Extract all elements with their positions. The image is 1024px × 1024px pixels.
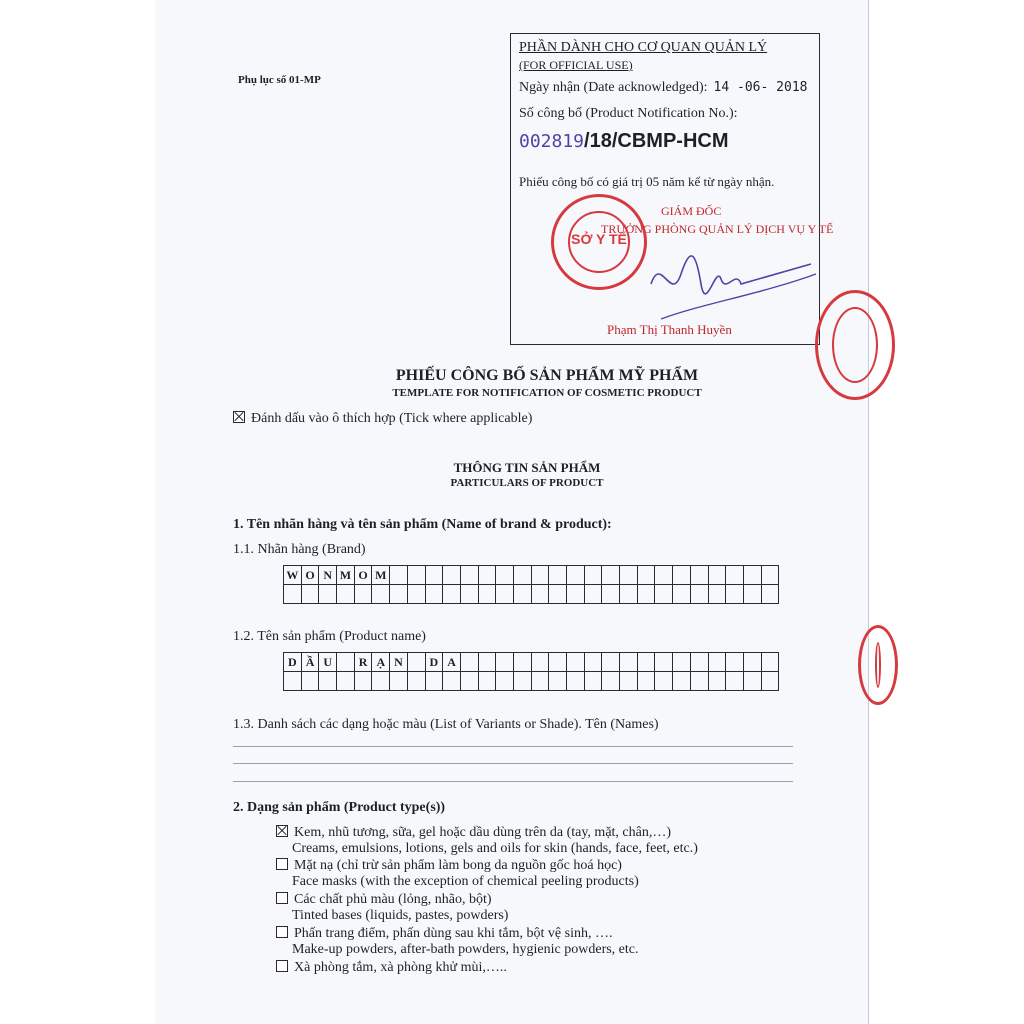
- grid-cell: [761, 566, 779, 585]
- grid-cell: [602, 653, 620, 672]
- blank-line: [233, 746, 793, 747]
- notification-number-handwritten: 002819: [519, 131, 585, 152]
- grid-cell: [284, 585, 302, 604]
- grid-cell: [443, 585, 461, 604]
- grid-cell: [319, 585, 337, 604]
- grid-cell: [584, 585, 602, 604]
- grid-row: [284, 672, 779, 691]
- grid-cell: [372, 585, 390, 604]
- notification-number-suffix: /18/CBMP-HCM: [584, 130, 729, 152]
- grid-cell: [301, 585, 319, 604]
- grid-cell: [549, 566, 567, 585]
- grid-cell: [425, 672, 443, 691]
- grid-cell: [708, 653, 726, 672]
- grid-cell: [460, 585, 478, 604]
- product-type-label-en: Face masks (with the exception of chemical peeling products): [292, 874, 639, 889]
- product-type-label-en: Make-up powders, after-bath powders, hygienic powders, etc.: [292, 942, 639, 957]
- grid-cell: [301, 672, 319, 691]
- grid-cell: [443, 566, 461, 585]
- grid-cell: [531, 672, 549, 691]
- grid-cell: Ạ: [372, 653, 390, 672]
- grid-cell: [407, 585, 425, 604]
- grid-cell: [513, 653, 531, 672]
- grid-cell: D: [284, 653, 302, 672]
- grid-cell: [337, 653, 355, 672]
- grid-cell: [620, 672, 638, 691]
- grid-cell: [584, 566, 602, 585]
- grid-cell: [708, 585, 726, 604]
- section-title: THÔNG TIN SẢN PHẨM: [453, 460, 601, 475]
- office-title: TRƯỞNG PHÒNG QUẢN LÝ DỊCH VỤ Y TẾ: [601, 222, 834, 236]
- grid-cell: [726, 566, 744, 585]
- form-title: PHIẾU CÔNG BỐ SẢN PHẨM MỸ PHẨM: [395, 367, 699, 384]
- grid-cell: N: [390, 653, 408, 672]
- grid-cell: [425, 566, 443, 585]
- section-title-en: PARTICULARS OF PRODUCT: [450, 477, 604, 489]
- annex-label: Phụ lục số 01-MP: [238, 74, 321, 86]
- grid-cell: [478, 653, 496, 672]
- grid-cell: [584, 653, 602, 672]
- grid-cell: [372, 672, 390, 691]
- grid-cell: [726, 585, 744, 604]
- grid-cell: M: [337, 566, 355, 585]
- grid-cell: [673, 653, 691, 672]
- edge-stamp-icon: [858, 625, 898, 705]
- product-type-label-en: Creams, emulsions, lotions, gels and oils for skin (hands, face, feet, etc.): [292, 841, 698, 856]
- grid-cell: [673, 585, 691, 604]
- grid-cell: [425, 585, 443, 604]
- grid-cell: [531, 585, 549, 604]
- grid-cell: [743, 566, 761, 585]
- grid-row: [284, 585, 779, 604]
- grid-cell: [390, 672, 408, 691]
- product-type-label-vi: Mặt nạ (chỉ trừ sản phẩm làm bong da nguồn gốc hoá học): [294, 858, 622, 873]
- grid-cell: O: [301, 566, 319, 585]
- grid-cell: [743, 653, 761, 672]
- grid-cell: [673, 672, 691, 691]
- product-type-option[interactable]: [276, 825, 698, 857]
- notification-number-label: Số công bố (Product Notification No.):: [519, 106, 738, 121]
- signer-name: Phạm Thị Thanh Huyền: [607, 322, 732, 337]
- tick-instruction-text: Đánh dấu vào ô thích hợp (Tick where applicable): [251, 411, 533, 426]
- date-label: Ngày nhận (Date acknowledged):: [519, 80, 708, 95]
- grid-cell: [602, 672, 620, 691]
- grid-cell: [761, 672, 779, 691]
- grid-cell: [496, 653, 514, 672]
- stamp-text: SỞ Y TẾ: [571, 231, 627, 247]
- product-type-label-en: Tinted bases (liquids, pastes, powders): [292, 908, 509, 923]
- validity-note: Phiếu công bố có giá trị 05 năm kể từ ngày nhận.: [519, 174, 775, 189]
- grid-cell: [637, 585, 655, 604]
- checkbox-checked-icon[interactable]: [276, 825, 288, 837]
- checkbox-checked-icon: [233, 411, 245, 423]
- blank-line: [233, 781, 793, 782]
- grid-cell: [708, 566, 726, 585]
- variants-label: 1.3. Danh sách các dạng hoặc màu (List of Variants or Shade). Tên (Names): [233, 717, 659, 732]
- grid-cell: [531, 653, 549, 672]
- grid-cell: [602, 566, 620, 585]
- grid-cell: [673, 566, 691, 585]
- grid-cell: [708, 672, 726, 691]
- official-title: PHẦN DÀNH CHO CƠ QUAN QUẢN LÝ: [519, 40, 768, 55]
- grid-cell: [620, 653, 638, 672]
- product-type-label-vi: Kem, nhũ tương, sữa, gel hoặc dầu dùng trên da (tay, mặt, chân,…): [294, 825, 672, 840]
- blank-line: [233, 763, 793, 764]
- grid-cell: [407, 566, 425, 585]
- form-title-en: TEMPLATE FOR NOTIFICATION OF COSMETIC PRODUCT: [392, 387, 702, 399]
- official-subtitle: (FOR OFFICIAL USE): [519, 58, 633, 72]
- grid-cell: [531, 566, 549, 585]
- official-stamp: [551, 194, 647, 290]
- director-title: GIÁM ĐỐC: [661, 204, 722, 218]
- grid-cell: [690, 653, 708, 672]
- product-name-grid: [283, 652, 779, 691]
- grid-cell: [549, 653, 567, 672]
- grid-cell: [354, 585, 372, 604]
- grid-cell: [496, 672, 514, 691]
- grid-cell: [460, 653, 478, 672]
- grid-cell: [726, 653, 744, 672]
- grid-row: [284, 566, 779, 585]
- grid-cell: [761, 653, 779, 672]
- grid-cell: [690, 585, 708, 604]
- checkbox-icon[interactable]: [276, 892, 288, 904]
- checkbox-icon[interactable]: [276, 926, 288, 938]
- grid-cell: [443, 672, 461, 691]
- grid-cell: [655, 585, 673, 604]
- grid-cell: D: [425, 653, 443, 672]
- grid-cell: [620, 585, 638, 604]
- grid-cell: [726, 672, 744, 691]
- grid-cell: [567, 585, 585, 604]
- grid-cell: [337, 672, 355, 691]
- grid-cell: [496, 566, 514, 585]
- grid-cell: [513, 672, 531, 691]
- grid-cell: O: [354, 566, 372, 585]
- signature-icon: [641, 224, 821, 334]
- grid-cell: Ầ: [301, 653, 319, 672]
- grid-cell: [460, 566, 478, 585]
- date-value: 14 -06- 2018: [713, 80, 808, 95]
- notification-number: [519, 130, 728, 153]
- grid-cell: U: [319, 653, 337, 672]
- grid-cell: [478, 585, 496, 604]
- question-2-heading: 2. Dạng sản phẩm (Product type(s)): [233, 800, 446, 815]
- grid-cell: [407, 672, 425, 691]
- checkbox-icon[interactable]: [276, 858, 288, 870]
- grid-cell: [655, 653, 673, 672]
- grid-cell: [602, 585, 620, 604]
- question-1-heading: 1. Tên nhãn hàng và tên sản phẩm (Name of brand & product):: [233, 517, 612, 532]
- grid-cell: [655, 566, 673, 585]
- grid-cell: [567, 566, 585, 585]
- grid-cell: N: [319, 566, 337, 585]
- grid-cell: [549, 672, 567, 691]
- grid-cell: [637, 566, 655, 585]
- grid-cell: [284, 672, 302, 691]
- grid-cell: [761, 585, 779, 604]
- grid-cell: [478, 566, 496, 585]
- grid-cell: [496, 585, 514, 604]
- checkbox-icon[interactable]: [276, 960, 288, 972]
- grid-cell: [354, 672, 372, 691]
- grid-cell: [390, 566, 408, 585]
- grid-cell: [690, 672, 708, 691]
- grid-cell: [637, 653, 655, 672]
- grid-cell: A: [443, 653, 461, 672]
- grid-cell: [460, 672, 478, 691]
- product-type-label-vi: Các chất phủ màu (lỏng, nhão, bột): [294, 892, 492, 907]
- product-type-label-vi: Xà phòng tắm, xà phòng khử mùi,…..: [294, 960, 507, 975]
- grid-cell: [567, 672, 585, 691]
- grid-cell: [655, 672, 673, 691]
- brand-grid: [283, 565, 779, 604]
- grid-cell: [690, 566, 708, 585]
- product-name-label: 1.2. Tên sản phẩm (Product name): [233, 629, 426, 644]
- grid-cell: M: [372, 566, 390, 585]
- product-type-label-vi: Phấn trang điểm, phấn dùng sau khi tắm, bột vệ sinh, ….: [294, 926, 613, 941]
- product-type-option[interactable]: [276, 858, 639, 890]
- grid-row: [284, 653, 779, 672]
- grid-cell: [390, 585, 408, 604]
- product-type-option[interactable]: [276, 892, 508, 924]
- product-type-option[interactable]: [276, 960, 507, 976]
- grid-cell: [743, 672, 761, 691]
- grid-cell: W: [284, 566, 302, 585]
- grid-cell: [513, 566, 531, 585]
- tick-instruction: [233, 411, 532, 427]
- grid-cell: [584, 672, 602, 691]
- grid-cell: [513, 585, 531, 604]
- grid-cell: [567, 653, 585, 672]
- grid-cell: [637, 672, 655, 691]
- grid-cell: R: [354, 653, 372, 672]
- grid-cell: [319, 672, 337, 691]
- grid-cell: [407, 653, 425, 672]
- grid-cell: [743, 585, 761, 604]
- grid-cell: [620, 566, 638, 585]
- grid-cell: [549, 585, 567, 604]
- date-acknowledged-row: [519, 80, 807, 96]
- official-use-box: [510, 33, 834, 345]
- brand-label: 1.1. Nhãn hàng (Brand): [233, 542, 366, 557]
- grid-cell: [337, 585, 355, 604]
- product-type-option[interactable]: [276, 926, 639, 958]
- grid-cell: [478, 672, 496, 691]
